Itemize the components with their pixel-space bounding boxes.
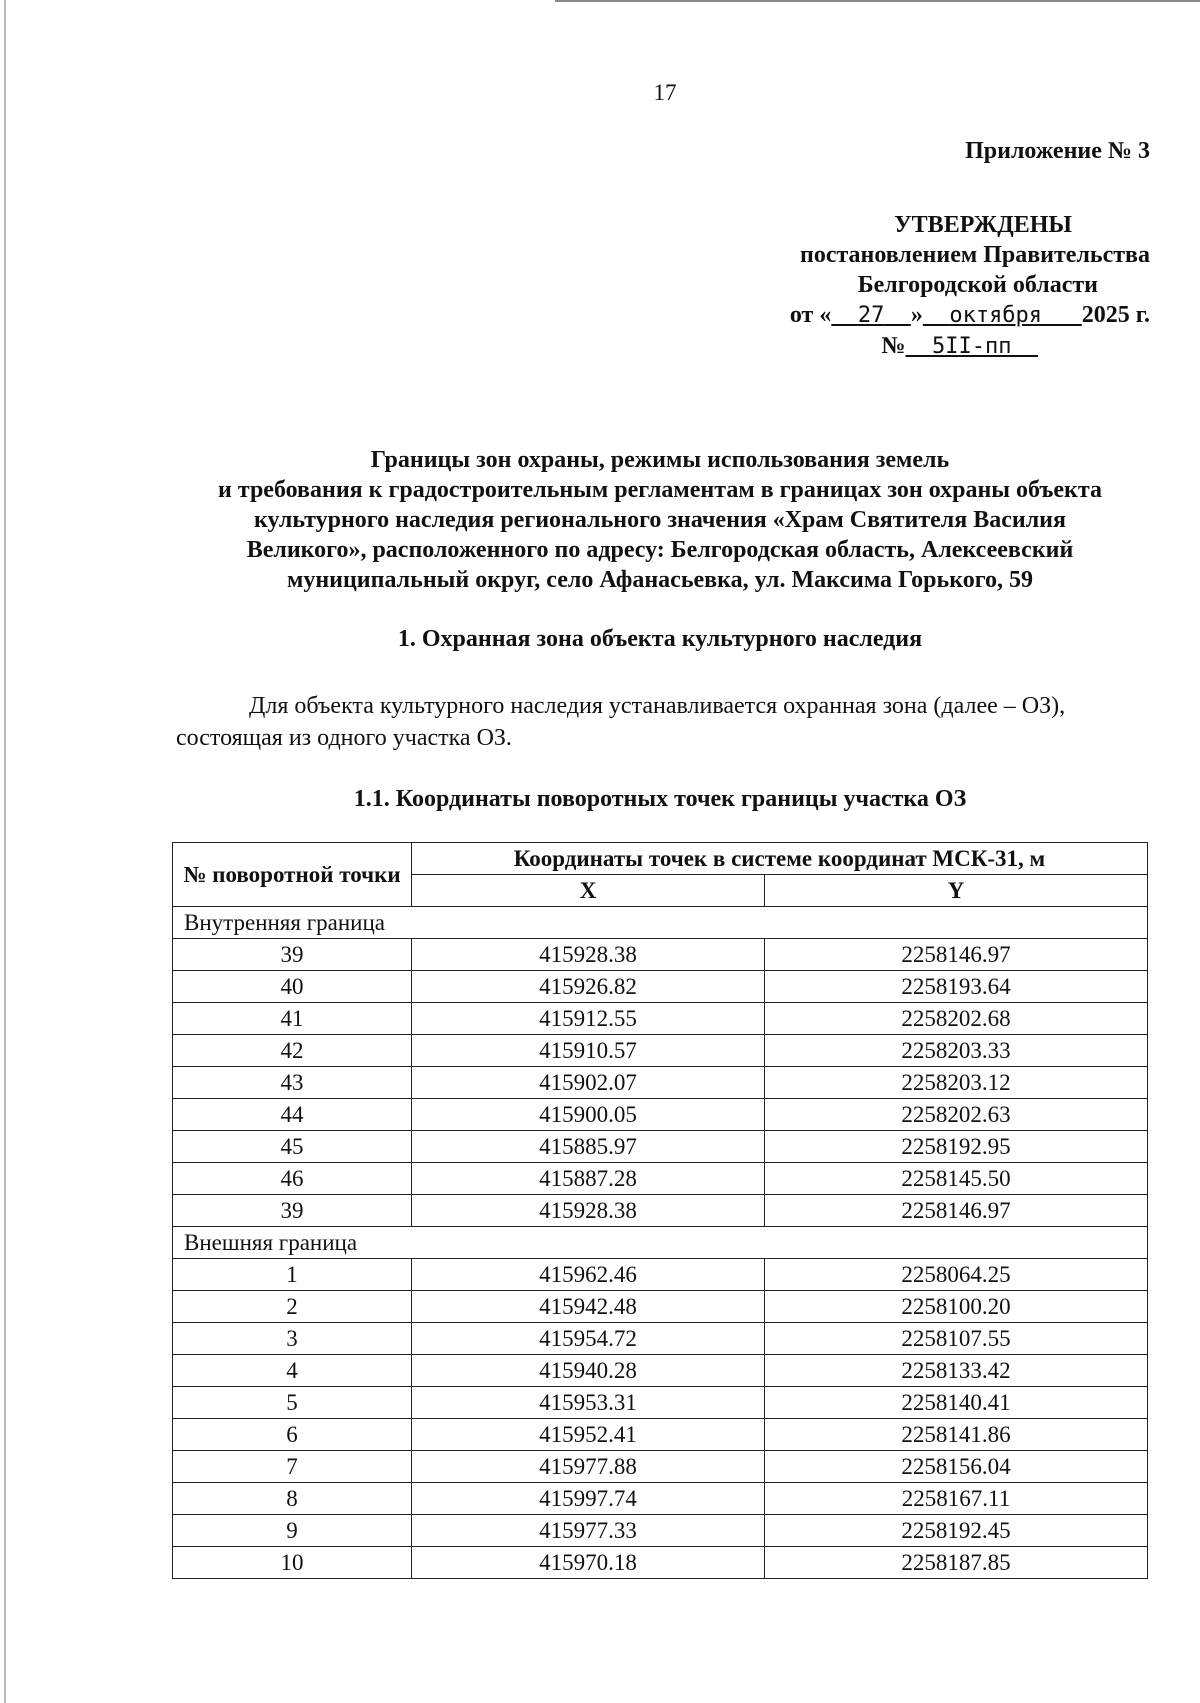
group-row (173, 1227, 1148, 1259)
table-heading: 1.1. Координаты поворотных точек границы участка ОЗ (353, 786, 967, 812)
cell-y: 2258202.68 (765, 1003, 1148, 1035)
table-row (173, 1035, 1148, 1067)
group-label: Внутренняя граница (173, 907, 1148, 939)
cell-point: 9 (173, 1515, 412, 1547)
cell-point: 43 (173, 1067, 412, 1099)
table-row (173, 1547, 1148, 1579)
table-row (173, 1451, 1148, 1483)
table-body (173, 907, 1148, 1579)
cell-point: 6 (173, 1419, 412, 1451)
table-row (173, 1387, 1148, 1419)
table-row (173, 1355, 1148, 1387)
cell-y: 2258203.33 (765, 1035, 1148, 1067)
cell-x: 415953.31 (412, 1387, 765, 1419)
cell-y: 2258192.95 (765, 1131, 1148, 1163)
cell-y: 2258203.12 (765, 1067, 1148, 1099)
approval-line-1: постановлением Правительства (799, 242, 1150, 268)
header-coords: Координаты точек в системе координат МСК-31, м (412, 843, 1148, 875)
cell-x: 415977.88 (412, 1451, 765, 1483)
cell-point: 41 (173, 1003, 412, 1035)
cell-y: 2258064.25 (765, 1259, 1148, 1291)
cell-y: 2258146.97 (765, 1195, 1148, 1227)
date-year: 2025 г. (1081, 302, 1150, 328)
section-heading: 1. Охранная зона объекта культурного наследия (397, 626, 923, 652)
table-row (173, 1163, 1148, 1195)
cell-y: 2258156.04 (765, 1451, 1148, 1483)
appendix-label: Приложение № 3 (965, 138, 1150, 164)
header-y: Y (765, 875, 1148, 907)
cell-point: 1 (173, 1259, 412, 1291)
cell-x: 415942.48 (412, 1291, 765, 1323)
cell-x: 415940.28 (412, 1355, 765, 1387)
number-prefix: № (881, 333, 906, 359)
date-prefix: от « (789, 302, 832, 328)
cell-point: 7 (173, 1451, 412, 1483)
table-row (173, 1419, 1148, 1451)
cell-x: 415954.72 (412, 1323, 765, 1355)
cell-point: 40 (173, 971, 412, 1003)
table-row (173, 1131, 1148, 1163)
coordinates-table (172, 842, 1148, 1579)
table-row (173, 971, 1148, 1003)
group-row (173, 907, 1148, 939)
table-row (173, 1515, 1148, 1547)
cell-y: 2258167.11 (765, 1483, 1148, 1515)
cell-y: 2258107.55 (765, 1323, 1148, 1355)
body-paragraph (176, 690, 1151, 754)
paragraph-line: Для объекта культурного наследия устанавливается охранная зона (далее – ОЗ), (249, 693, 1066, 719)
cell-x: 415952.41 (412, 1419, 765, 1451)
table-row (173, 1067, 1148, 1099)
scan-edge-top (555, 0, 1200, 2)
cell-y: 2258141.86 (765, 1419, 1148, 1451)
title-line: Границы зон охраны, режимы использования земель (370, 447, 950, 473)
cell-x: 415926.82 (412, 971, 765, 1003)
title-line: муниципальный округ, село Афанасьевка, ул. Максима Горького, 59 (286, 567, 1034, 593)
table-row (173, 939, 1148, 971)
cell-y: 2258192.45 (765, 1515, 1148, 1547)
table-row (173, 1259, 1148, 1291)
approved-title: УТВЕРЖДЕНЫ (894, 212, 1072, 238)
cell-point: 10 (173, 1547, 412, 1579)
cell-x: 415970.18 (412, 1547, 765, 1579)
cell-point: 46 (173, 1163, 412, 1195)
cell-x: 415928.38 (412, 1195, 765, 1227)
cell-point: 45 (173, 1131, 412, 1163)
cell-y: 2258202.63 (765, 1099, 1148, 1131)
group-label: Внешняя граница (173, 1227, 1148, 1259)
cell-y: 2258145.50 (765, 1163, 1148, 1195)
cell-y: 2258193.64 (765, 971, 1148, 1003)
title-line: Великого», расположенного по адресу: Белгородская область, Алексеевский (246, 537, 1074, 563)
scan-edge-left (4, 0, 6, 1703)
table-row (173, 1323, 1148, 1355)
approval-line-2: Белгородской области (857, 272, 1098, 298)
date-day: 27 (857, 303, 885, 328)
cell-point: 4 (173, 1355, 412, 1387)
title-line: культурного наследия регионального значения «Храм Святителя Василия (254, 507, 1066, 533)
cell-y: 2258146.97 (765, 939, 1148, 971)
header-point: № поворотной точки (173, 843, 412, 907)
cell-x: 415887.28 (412, 1163, 765, 1195)
approval-block (670, 136, 1150, 362)
date-mid: » (910, 302, 923, 328)
paragraph-line: состоящая из одного участка ОЗ. (176, 725, 512, 751)
cell-y: 2258140.41 (765, 1387, 1148, 1419)
page-number: 17 (653, 80, 677, 105)
cell-point: 2 (173, 1291, 412, 1323)
cell-y: 2258133.42 (765, 1355, 1148, 1387)
cell-x: 415928.38 (412, 939, 765, 971)
cell-x: 415997.74 (412, 1483, 765, 1515)
header-x: X (412, 875, 765, 907)
table-row (173, 1291, 1148, 1323)
table-row (173, 1483, 1148, 1515)
number-value: 5II-пп (932, 334, 1012, 359)
cell-point: 42 (173, 1035, 412, 1067)
cell-x: 415977.33 (412, 1515, 765, 1547)
cell-x: 415885.97 (412, 1131, 765, 1163)
cell-x: 415902.07 (412, 1067, 765, 1099)
title-line: и требования к градостроительным регламентам в границах зон охраны объекта (218, 477, 1102, 503)
document-title (165, 445, 1155, 595)
cell-y: 2258100.20 (765, 1291, 1148, 1323)
cell-point: 3 (173, 1323, 412, 1355)
cell-point: 8 (173, 1483, 412, 1515)
table-row (173, 1195, 1148, 1227)
table-row (173, 1003, 1148, 1035)
table-row (173, 1099, 1148, 1131)
cell-y: 2258187.85 (765, 1547, 1148, 1579)
cell-x: 415900.05 (412, 1099, 765, 1131)
cell-x: 415912.55 (412, 1003, 765, 1035)
cell-point: 39 (173, 939, 412, 971)
approval-number (670, 331, 1150, 362)
approval-date (670, 300, 1150, 331)
cell-x: 415962.46 (412, 1259, 765, 1291)
cell-point: 39 (173, 1195, 412, 1227)
cell-point: 44 (173, 1099, 412, 1131)
date-month: октября (949, 303, 1043, 328)
cell-x: 415910.57 (412, 1035, 765, 1067)
cell-point: 5 (173, 1387, 412, 1419)
